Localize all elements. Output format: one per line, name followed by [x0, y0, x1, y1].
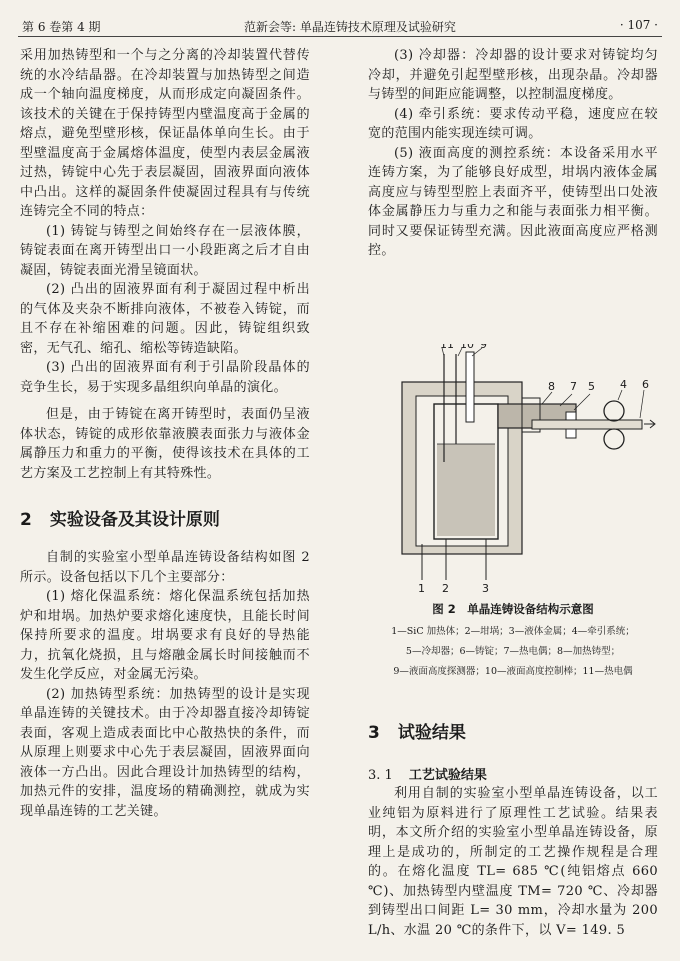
subsection-heading: 3. 1 工艺试验结果	[368, 768, 487, 783]
pulling-roller	[604, 401, 624, 421]
right-column	[368, 46, 658, 946]
article-running-title: 范新会等: 单晶连铸技术原理及试验研究	[244, 20, 456, 34]
paragraph: (2) 凸出的固液界面有利于凝固过程中析出的气体及夹杂不断排向液体，不被卷入铸锭，而且不存在补缩困难的问题。因此，铸锭组织致密，无气孔、缩孔、缩松等铸造缺陷。	[20, 282, 310, 356]
figure-label: 1	[418, 582, 425, 594]
section-heading: 2 实验设备及其设计原则	[20, 510, 220, 530]
figure-label: 7	[570, 380, 577, 393]
figure-caption: 图 2 单晶连铸设备结构示意图	[432, 602, 594, 616]
paragraph: 利用自制的实验室小型单晶连铸设备，以工业纯铝为原料进行了原理性工艺试验。结果表明，本文所介绍的实验室小型单晶连铸设备，原理上是成功的，所制定的工艺操作规程是合理的。在熔化温度 TL= 685 ℃(纯铝熔点 660 ℃)、加热铸型内壁温度 TM= 720 ℃、冷却器到铸型出口间距 L= 30 mm，冷却水量为 200 L/h、水温 20 ℃的条件下，以 V= 149. 5	[368, 786, 658, 938]
figure-label: 11	[440, 344, 454, 351]
running-header	[18, 14, 662, 37]
paragraph: (5) 液面高度的测控系统：本设备采用水平连铸方案，为了能够良好成型，坩埚内液体金属高度应与铸型型腔上表面齐平，使铸型出口处液体金属静压力与重力之和能与表面张力相平衡。同时又要保证铸型充满。因此液面高度应严格测控。	[368, 145, 658, 258]
paragraph: (4) 牵引系统：要求传动平稳，速度应在较宽的范围内能实现连续可调。	[368, 106, 658, 141]
page-number: · 107 ·	[619, 18, 658, 32]
paragraph: (3) 冷却器：冷却器的设计要求对铸锭均匀冷却，并避免引起型壁形核，出现杂晶。冷却器与铸型的间距应能调整，以控制温度梯度。	[368, 48, 658, 102]
figure-legend-line: 5—冷却器；6—铸锭；7—热电偶；8—加热铸型；	[405, 646, 621, 657]
paragraph: 但是，由于铸锭在离开铸型时，表面仍呈液体状态，铸锭的成形依靠液膜表面张力与液体金属静压力和重力的平衡，使得该技术在具体的工艺方案及工艺控制上有其特殊性。	[20, 407, 310, 481]
paragraph: 采用加热铸型和一个与之分离的冷却装置代替传统的水冷结晶器。在冷却装置与加热铸型之间造成一个轴向温度梯度，从而形成定向凝固条件。该技术的关键在于保持铸型内壁温度高于金属的熔点，避免型壁形核，保证晶体单向生长。由于型壁温度高于金属熔体温度，使型内表层金属液过热，铸锭中心先于表层凝固，固液界面向液体中凸出。这样的凝固条件使凝固过程具有与传统连铸完全不同的特点：	[20, 48, 310, 219]
apparatus-diagram	[382, 344, 658, 594]
figure-label: 2	[442, 582, 449, 594]
figure-label: 5	[588, 380, 595, 393]
figure-label: 9	[480, 344, 487, 351]
paragraph: (1) 熔化保温系统：熔化保温系统包括加热炉和坩埚。加热炉要求熔化速度快，且能长时间保持所要求的温度。坩埚要求有良好的导热能力，抗氧化烧损，且与熔融金属长时间接触而不发生化学反应，对金属无污染。	[20, 589, 310, 682]
figure-label: 6	[642, 378, 649, 391]
figure-label: 10	[460, 344, 474, 351]
paragraph: (3) 凸出的固液界面有利于引晶阶段晶体的竞争生长，易于实现多晶组织向单晶的演化。	[20, 360, 310, 395]
journal-volume: 第 6 卷第 4 期	[22, 20, 101, 34]
paragraph: (1) 铸锭与铸型之间始终存在一层液体膜，铸锭表面在离开铸型出口一小段距离之后才自由凝固，铸锭表面光滑呈镜面状。	[20, 223, 310, 278]
figure-legend-line: 1—SiC 加热体；2—坩埚；3—液体金属；4—牵引系统；	[391, 626, 635, 637]
paragraph: 自制的实验室小型单晶连铸设备结构如图 2 所示。设备包括以下几个主要部分：	[20, 550, 310, 585]
ingot	[532, 420, 642, 429]
paragraph: (2) 加热铸型系统：加热铸型的设计是实现单晶连铸的关键技术。由于冷却器直接冷却铸锭表面，客观上造成表面比中心散热快的条件，而从原理上则要求中心先于表层凝固，固液界面向液体一方凸出。因此合理设计加热铸型的结构，加热元件的安排，温度场的精确测控，就成为实现单晶连铸的工艺关键。	[20, 686, 310, 819]
figure-label: 4	[620, 378, 627, 391]
liquid-metal	[437, 444, 495, 536]
figure-legend-line: 9—液面高度探测器；10—液面高度控制棒；11—热电偶	[393, 666, 633, 677]
figure-label: 3	[482, 582, 489, 594]
equipment-figure	[382, 344, 658, 594]
pulling-roller	[604, 429, 624, 449]
section-heading: 3 试验结果	[368, 723, 466, 743]
figure-label: 8	[548, 380, 555, 393]
left-column	[20, 46, 310, 821]
